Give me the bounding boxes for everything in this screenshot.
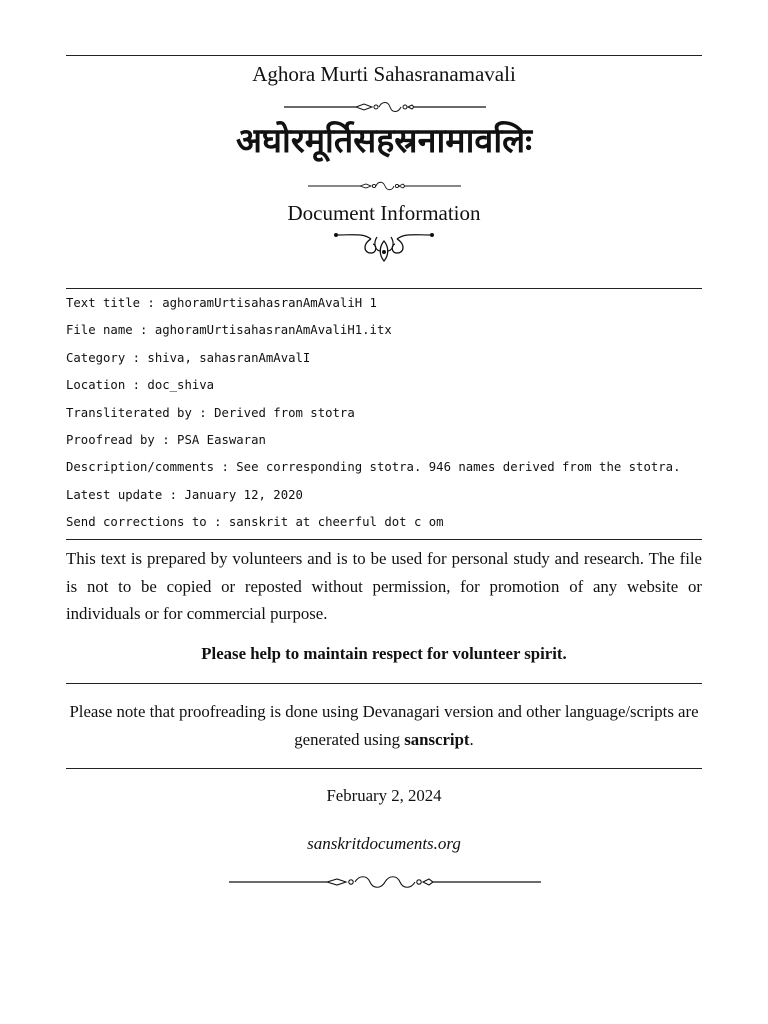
info-latest-update: Latest update : January 12, 2020 [66,487,303,502]
document-date: February 2, 2024 [326,786,442,805]
info-bottom-rule [66,539,702,540]
info-location: Location : doc_shiva [66,378,215,393]
fleuron-ornament-icon [333,227,435,265]
respect-line: Please help to maintain respect for volunteer spirit. [201,644,567,663]
scroll-ornament-divider-bottom-icon [229,875,541,889]
document-info-list [66,290,706,537]
volunteer-notice: This text is prepared by volunteers and is to be used for personal study and research. The file is not to be copied or reposted without permission, for promotion of any website or individuals or for commercial purpose. [66,549,702,623]
proofreading-note-text: Please note that proofreading is done using Devanagari version and other language/scripts are generated using [69,702,699,749]
scroll-ornament-divider-small-icon [308,180,461,192]
notice-bottom-rule [66,683,702,684]
info-proofread-by: Proofread by : PSA Easwaran [66,432,266,447]
info-description: Description/comments : See corresponding stotra. 946 names derived from the stotra. [66,460,681,475]
top-rule [66,55,702,56]
info-top-rule [66,288,702,289]
proofreading-note [66,698,702,754]
info-category: Category : shiva, sahasranAmAvalI [66,350,311,365]
info-send-corrections: Send corrections to : sanskrit at cheerful dot c om [66,515,444,530]
info-transliterated-by: Transliterated by : Derived from stotra [66,405,355,420]
document-title: Aghora Murti Sahasranamavali [252,62,516,86]
site-name: sanskritdocuments.org [307,834,461,853]
proof-note-bottom-rule [66,768,702,769]
devanagari-title: अघोरमूर्तिसहस्रनामावलिः [235,121,533,161]
sanscript-tool-name: sanscript [404,730,470,749]
info-file-name: File name : aghoramUrtisahasranAmAvaliH1.itx [66,323,392,338]
proofreading-note-suffix: . [469,730,474,749]
info-text-title: Text title : aghoramUrtisahasranAmAvaliH 1 [66,296,377,310]
section-heading: Document Information [287,201,481,225]
scroll-ornament-divider-icon [284,100,486,114]
